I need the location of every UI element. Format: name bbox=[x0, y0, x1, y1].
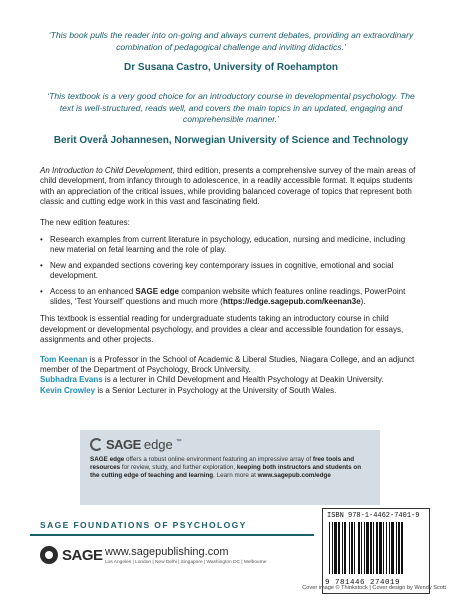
sage-publisher-logo bbox=[40, 546, 103, 564]
book-description bbox=[40, 166, 422, 208]
edge-desc-part: for review, study, and further exploration, bbox=[120, 464, 237, 472]
edge-desc-part: offers a robust online environment featuring an impressive array of bbox=[124, 456, 313, 463]
audience-statement: This textbook is essential reading for undergraduate students taking an introductory course in child development or developmental psychology, and provides a clear and accessible foundation for essays, assignments and other projects. bbox=[40, 314, 404, 345]
publisher-url[interactable]: www.sagepublishing.com bbox=[105, 546, 229, 558]
author-bio: is a lecturer in Child Development and Health Psychology at Deakin University. bbox=[102, 375, 384, 385]
features-heading: The new edition features: bbox=[40, 217, 130, 227]
series-rule bbox=[30, 534, 314, 536]
edge-desc-part: free tools and resources bbox=[90, 456, 355, 472]
feature-item: • New and expanded sections covering key contemporary issues in cognitive, emotional and social development. bbox=[40, 261, 422, 282]
edge-desc-part: . Learn more at bbox=[213, 472, 258, 480]
author-name: Tom Keenan bbox=[40, 354, 88, 364]
author-bio: is a Senior Lecturer in Psychology at the University of South Wales. bbox=[95, 385, 337, 395]
sage-edge-panel bbox=[80, 430, 380, 505]
sage-logo-icon bbox=[40, 546, 58, 564]
feature-text: Access to an enhanced bbox=[50, 286, 136, 296]
sage-logo-text: SAGE bbox=[62, 546, 103, 564]
description-text: , third edition, presents a comprehensive survey of the main areas of child development, from infancy through to adolescence, in a readily accessible format. It equips students with an appreciation of the critical issues, while providing balanced coverage of topics that represent both classic and cutting edge work in this vast and fascinating field. bbox=[40, 165, 416, 207]
cover-content bbox=[40, 30, 422, 396]
endorsement-quote-1: ‘This book pulls the reader into on-going and always current debates, providing an extraordinary combination of pedagogical challenge and inviting didactics.’ bbox=[48, 30, 414, 52]
sage-edge-description bbox=[90, 456, 370, 481]
edge-url[interactable]: www.sagepub.com/edge bbox=[257, 472, 331, 480]
feature-text: companion website which features online readings, PowerPoint slides, ‘Test Yourself’ questions and much more ( bbox=[50, 286, 406, 307]
edge-desc-part: keeping both instructors and students on the cutting edge of teaching and learning bbox=[90, 464, 362, 480]
author-bios bbox=[40, 355, 422, 397]
edge-circle-icon bbox=[90, 438, 103, 451]
endorsement-attribution-1: Dr Susana Castro, University of Roehampton bbox=[124, 62, 338, 74]
author-name: Subhadra Evans bbox=[40, 375, 103, 385]
feature-text: ). bbox=[360, 297, 366, 307]
feature-item bbox=[40, 287, 422, 308]
feature-item: • Research examples from current literature in psychology, education, nursing and medicine, including new material on fetal learning and the role of play. bbox=[40, 235, 422, 256]
edge-logo-tm: ™ bbox=[175, 439, 182, 445]
publisher-cities: Los Angeles | London | New Delhi | Singapore | Washington DC | Melbourne bbox=[105, 560, 267, 565]
barcode-number: 9 781446 274019 bbox=[325, 579, 401, 587]
endorsement-attribution-2: Berit Overå Johannesen, Norwegian University of Science and Technology bbox=[53, 134, 409, 146]
edge-desc-part: SAGE edge bbox=[90, 456, 125, 463]
endorsement-quote-2: ‘This textbook is a very good choice for an introductory course in developmental psychology. The text is well-structured, reads well, and covers the main topics in an updated, engaging and comprehensible manner.’ bbox=[47, 91, 415, 125]
series-title: SAGE FOUNDATIONS OF PSYCHOLOGY bbox=[40, 520, 247, 530]
cover-credit: Cover image © Thinkstock | Cover design by Wendy Scott bbox=[302, 585, 446, 591]
edge-logo-brand: SAGE bbox=[106, 437, 141, 452]
companion-url[interactable]: https://edge.sagepub.com/keenan3e bbox=[222, 297, 361, 307]
book-title-inline: An Introduction to Child Development bbox=[40, 165, 173, 175]
isbn-barcode bbox=[322, 508, 430, 594]
barcode-icon bbox=[329, 522, 425, 574]
isbn-label: ISBN 978-1-4462-7401-9 bbox=[327, 512, 420, 520]
author-bio: is a Professor in the School of Academic & Liberal Studies, Niagara College, and an adjunct member of the Department of Psychology, Brock University. bbox=[40, 354, 415, 375]
features-list bbox=[40, 235, 422, 307]
edge-logo-word: edge bbox=[143, 437, 173, 452]
sage-edge-emphasis: SAGE edge bbox=[135, 286, 179, 296]
sage-edge-logo bbox=[90, 437, 370, 452]
author-name: Kevin Crowley bbox=[40, 385, 96, 395]
